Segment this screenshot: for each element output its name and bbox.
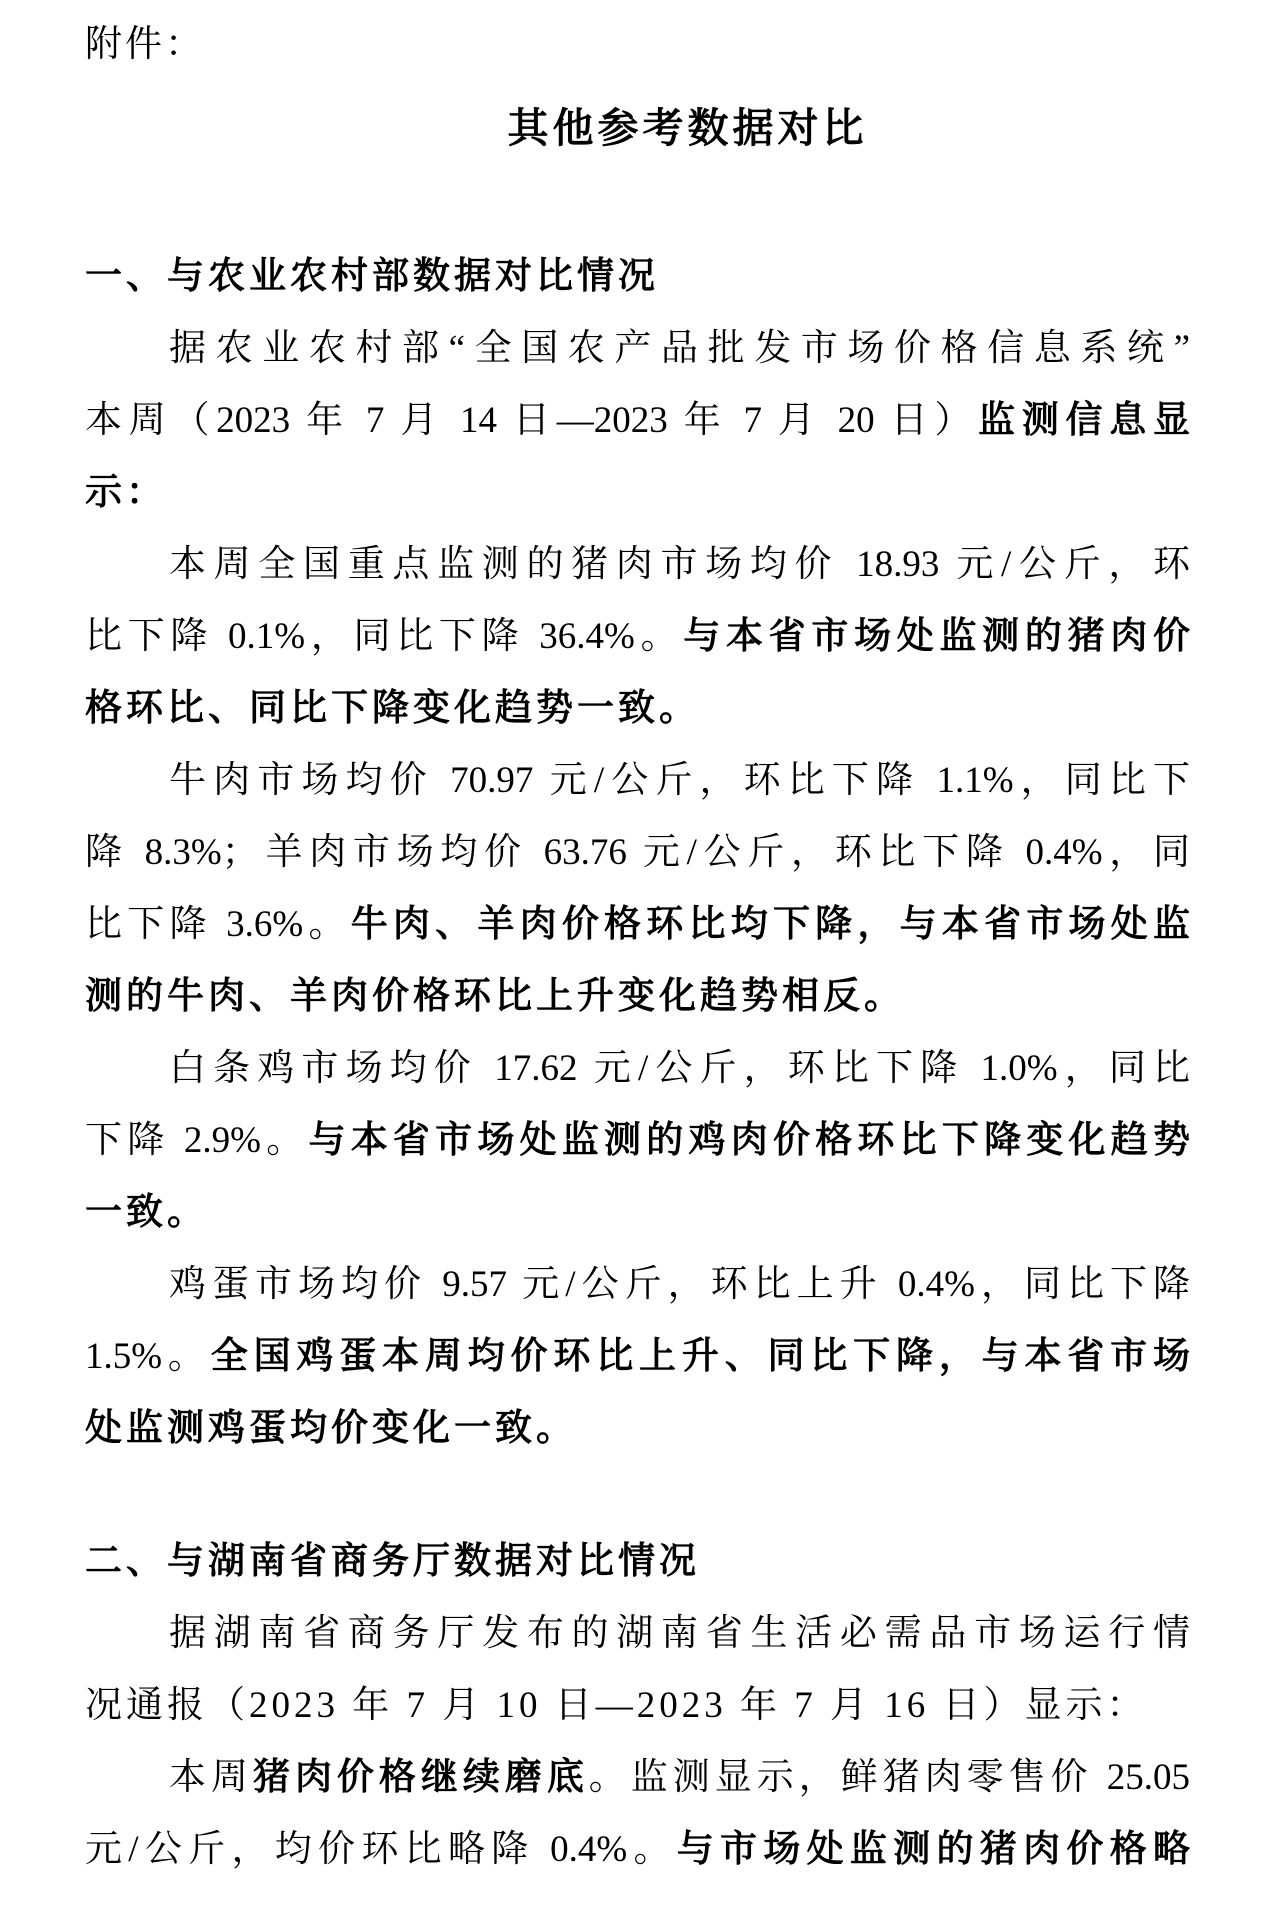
para-line	[85, 1393, 1190, 1465]
bold-text-run: 监测信息显	[978, 400, 1190, 441]
para-line	[85, 889, 1190, 961]
para-line	[85, 1321, 1190, 1393]
para-line	[85, 961, 1190, 1033]
text-run: 白条鸡市场均价 17.62 元/公斤，环比下降 1.0%，同比	[169, 1048, 1190, 1089]
text-run: 牛肉市场均价 70.97 元/公斤，环比下降 1.1%，同比下	[169, 760, 1190, 801]
bold-text-run: 猪肉价格继续磨底	[252, 1757, 589, 1798]
bold-text-run: 一致。	[85, 1192, 208, 1233]
text-run: 元/公斤，均价环比略降 0.4%。	[85, 1829, 677, 1870]
bold-text-run: 与本省市场处监测的猪肉价	[683, 616, 1190, 657]
para-line	[85, 1177, 1190, 1249]
para-line	[85, 1598, 1190, 1670]
attachment-label: 附件：	[85, 24, 205, 65]
blank-line	[85, 1465, 1190, 1526]
section-1-heading	[85, 241, 1190, 313]
para-line	[85, 1249, 1190, 1321]
para-line	[85, 601, 1190, 673]
bold-text-run: 一、与农业农村部数据对比情况	[85, 256, 659, 297]
para-line	[85, 745, 1190, 817]
bold-text-run: 二、与湖南省商务厅数据对比情况	[85, 1541, 700, 1582]
para-line	[85, 1814, 1190, 1886]
bold-text-run: 与市场处监测的猪肉价格略	[676, 1829, 1190, 1870]
text-run: 下降 2.9%。	[85, 1120, 309, 1161]
para-line	[85, 1670, 1190, 1742]
para-line	[85, 313, 1190, 385]
para-line	[85, 457, 1190, 529]
bold-text-run: 与本省市场处监测的鸡肉价格环比下降变化趋势	[308, 1120, 1190, 1161]
para-line	[85, 1742, 1190, 1814]
text-run: 1.5%。	[85, 1336, 211, 1377]
text-run: 本周	[169, 1757, 253, 1798]
text-run: 比下降 3.6%。	[85, 904, 351, 945]
para-line	[85, 817, 1190, 889]
text-run: 本周（2023 年 7 月 14 日—2023 年 7 月 20 日）	[85, 400, 979, 441]
para-line	[85, 673, 1190, 745]
section-2-heading	[85, 1526, 1190, 1598]
document-title: 其他参考数据对比	[507, 105, 868, 151]
bold-text-run: 示：	[85, 472, 167, 513]
text-run: 据农业农村部“全国农产品批发市场价格信息系统”	[169, 328, 1190, 369]
text-run: 据湖南省商务厅发布的湖南省生活必需品市场运行情	[169, 1613, 1190, 1654]
text-run: 降 8.3%；羊肉市场均价 63.76 元/公斤，环比下降 0.4%，同	[85, 832, 1190, 873]
para-line	[85, 385, 1190, 457]
para-line	[85, 1105, 1190, 1177]
document-body	[85, 241, 1190, 1886]
para-line	[85, 1033, 1190, 1105]
bold-text-run: 测的牛肉、羊肉价格环比上升变化趋势相反。	[85, 976, 905, 1017]
bold-text-run: 牛肉、羊肉价格环比均下降，与本省市场处监	[350, 904, 1190, 945]
text-run: 况通报（2023 年 7 月 10 日—2023 年 7 月 16 日）显示：	[85, 1685, 1148, 1726]
bold-text-run: 格环比、同比下降变化趋势一致。	[85, 688, 700, 729]
para-line	[85, 529, 1190, 601]
text-run: 本周全国重点监测的猪肉市场均价 18.93 元/公斤，环	[169, 544, 1190, 585]
text-run: 鸡蛋市场均价 9.57 元/公斤，环比上升 0.4%，同比下降	[169, 1264, 1190, 1305]
text-run: 比下降 0.1%，同比下降 36.4%。	[85, 616, 684, 657]
bold-text-run: 处监测鸡蛋均价变化一致。	[85, 1408, 577, 1449]
bold-text-run: 全国鸡蛋本周均价环比上升、同比下降，与本省市场	[210, 1336, 1190, 1377]
text-run: 。监测显示，鲜猪肉零售价 25.05	[588, 1757, 1190, 1798]
